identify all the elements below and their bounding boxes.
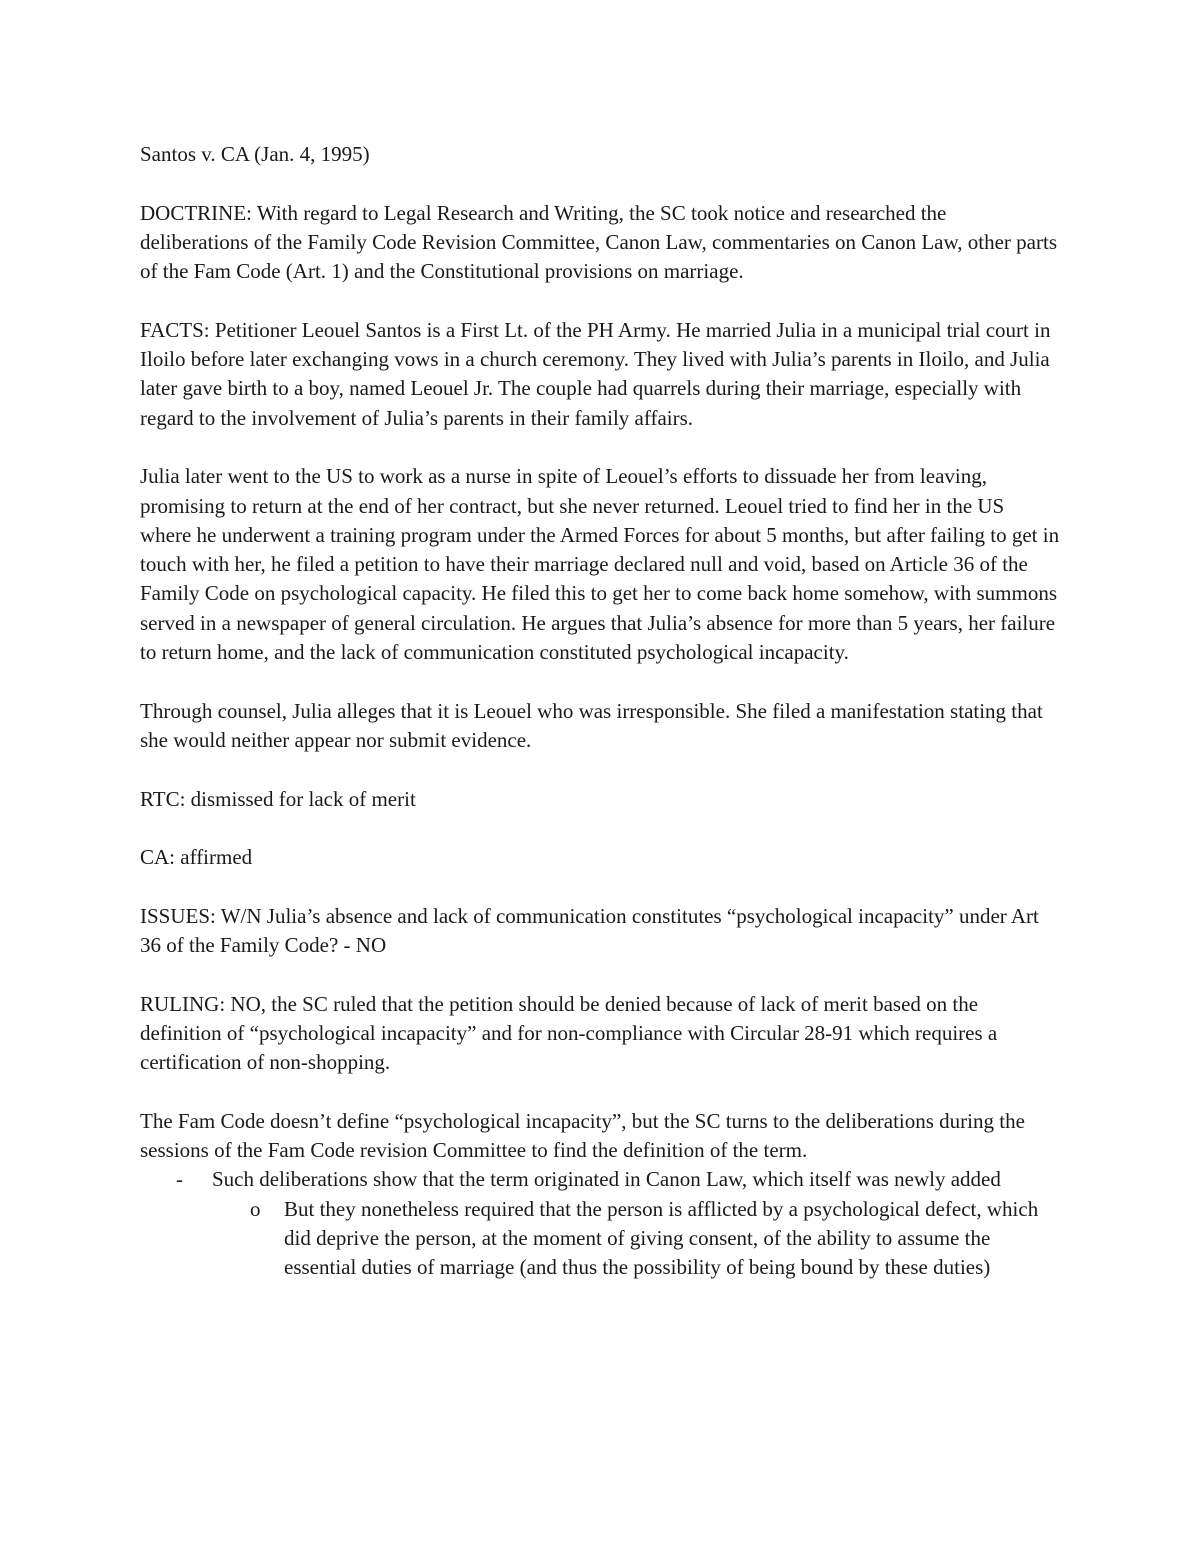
facts-continued-paragraph: Julia later went to the US to work as a nurse in spite of Leouel’s efforts to dissuade her from leaving, promising to return at the end of her contract, but she never returned. Leouel tried to find her in the US where he underwent a training program under the Armed Forces for about 5 months, but after failing to get in touch with her, he filed a petition to have their marriage declared null and void, based on Article 36 of the Family Code on psychological capacity. He filed this to get her to come back home somehow, with summons served in a newspaper of general circulation. He argues that Julia’s absence for more than 5 years, her failure to return home, and the lack of communication constituted psychological incapacity.: [140, 464, 1060, 665]
ruling-paragraph: RULING: NO, the SC ruled that the petition should be denied because of lack of merit based on the definition of “psychological incapacity” and for non-compliance with Circular 28-91 which requires a certification of non-shopping.: [140, 991, 998, 1075]
rtc-paragraph: RTC: dismissed for lack of merit: [140, 786, 416, 811]
ca-paragraph: CA: affirmed: [140, 845, 253, 870]
bullet-level2: [140, 1195, 1060, 1283]
bullet-level1: [140, 1165, 1060, 1194]
doctrine-paragraph: DOCTRINE: With regard to Legal Research and Writing, the SC took notice and researched the deliberations of the Family Code Revision Committee, Canon Law, commentaries on Canon Law, other parts of the Fam Code (Art. 1) and the Constitutional provisions on marriage.: [140, 200, 1057, 284]
facts-paragraph: FACTS: Petitioner Leouel Santos is a First Lt. of the PH Army. He married Julia in a municipal trial court in Iloilo before later exchanging vows in a church ceremony. They lived with Julia’s parents in Iloilo, and Julia later gave birth to a boy, named Leouel Jr. The couple had quarrels during their marriage, especially with regard to the involvement of Julia’s parents in their family affairs.: [140, 317, 1051, 430]
case-title: Santos v. CA (Jan. 4, 1995): [140, 142, 370, 166]
bullet-level1-text: Such deliberations show that the term originated in Canon Law, which itself was newly added: [212, 1167, 1001, 1192]
bullet-level2-text: But they nonetheless required that the person is afflicted by a psychological defect, which did deprive the person, at the moment of giving consent, of the ability to assume the essential duties of marriage (and thus the possibility of being bound by these duties): [284, 1196, 1039, 1280]
counsel-paragraph: Through counsel, Julia alleges that it is Leouel who was irresponsible. She filed a manifestation stating that she would neither appear nor submit evidence.: [140, 698, 1043, 752]
dash-bullet-marker: -: [176, 1167, 183, 1192]
circle-bullet-marker: o: [250, 1196, 261, 1221]
famcode-paragraph: The Fam Code doesn’t define “psychological incapacity”, but the SC turns to the deliberations during the sessions of the Fam Code revision Committee to find the definition of the term.: [140, 1108, 1025, 1163]
issues-paragraph: ISSUES: W/N Julia’s absence and lack of communication constitutes “psychological incapacity” under Art 36 of the Family Code? - NO: [140, 903, 1039, 958]
